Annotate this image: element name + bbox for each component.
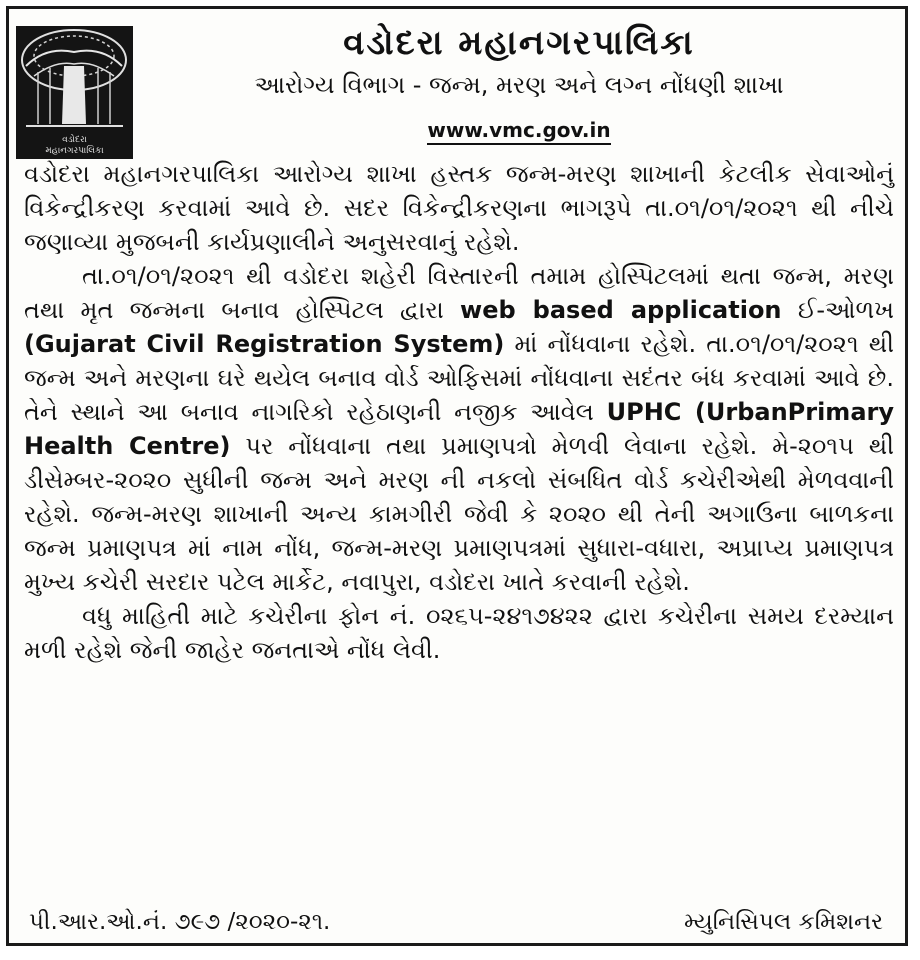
department-subtitle: આરોગ્ય વિભાગ - જન્મ, મરણ અને લગ્ન નોંધણી શાખા — [254, 71, 784, 99]
paragraph-2 — [24, 259, 894, 599]
notice-body — [24, 157, 894, 667]
paragraph-2-part-e: માં નોંધવાના રહેશે. તા.૦૧/૦૧/૨૦૨૧ થી જન્મ અને મરણના ઘરે થયેલ બનાવ વોર્ડ ઓફિસમાં નોંધવાના સદંતર બંધ કરવામાં આવે છે. તેને સ્થાને આ બનાવ નાગરિકો રહેઠાણની નજીક આવેલ — [24, 330, 895, 426]
website-link-wrap — [149, 117, 889, 143]
public-notice — [6, 6, 908, 946]
paragraph-2-uphc: UPHC (UrbanPrimary Health Centre) — [24, 398, 894, 460]
paragraph-1: વડોદરા મહાનગરપાલિકા આરોગ્ય શાખા હસ્તક જન્મ-મરણ શાખાની કેટલીક સેવાઓનું વિકેન્દ્રીકરણ કરવામાં આવે છે. સદર વિકેન્દ્રીકરણના ભાગરૂપે તા.૦૧/૦૧/૨૦૨૧ થી નીચે જણાવ્યા મુજબની કાર્યપ્રણાલીને અનુસરવાનું રહેશે. — [24, 160, 894, 256]
paragraph-3: વધુ માહિતી માટે કચેરીના ફોન નં. ૦૨૬૫-૨૪૧૭૪૨૨ દ્વારા કચેરીના સમય દરમ્યાન મળી રહેશે જેની જાહેર જનતાએ નોંધ લેવી. — [24, 602, 894, 664]
paragraph-2-web-app: web based application — [460, 296, 782, 324]
logo-text-line1: વડોદરા — [62, 135, 87, 145]
paragraph-2-gcrs: (Gujarat Civil Registration System) — [24, 330, 505, 358]
banyan-tree-icon — [16, 26, 133, 134]
vmc-logo — [16, 26, 133, 159]
website-link[interactable]: www.vmc.gov.in — [427, 118, 610, 145]
signatory: મ્યુનિસિપલ કમિશનર — [684, 909, 883, 935]
page-title: વડોદરા મહાનગરપાલિકા — [343, 23, 695, 63]
pro-number: પી.આર.ઓ.નં. ૭૯૭ /૨૦૨૦-૨૧. — [29, 909, 331, 935]
paragraph-2-part-g: પર નોંધવાના તથા પ્રમાણપત્રો મેળવી લેવાના રહેશે. મે-૨૦૧૫ થી ડીસેમ્બર-૨૦૨૦ સુધીની જન્મ અને મરણ ની નકલો સંબધિત વોર્ડ કચેરીએથી મેળવવાની રહેશે. જન્મ-મરણ શાખાની અન્ય કામગીરી જેવી કે ૨૦૨૦ થી તેની અગાઉના બાળકના જન્મ પ્રમાણપત્ર માં નામ નોંધ, જન્મ-મરણ પ્રમાણપત્રમાં સુધારા-વધારા, અપ્રાપ્ય પ્રમાણપત્ર મુખ્ય કચેરી સરદાર પટેલ માર્કેટ, નવાપુરા, વડોદરા ખાતે કરવાની રહેશે. — [24, 432, 895, 596]
paragraph-2-part-a: તા.૦૧/૦૧/૨૦૨૧ થી વડોદરા શહેરી વિસ્તારની તમામ હોસ્પિટલમાં થતા જન્મ, મરણ તથા મૃત જન્મના બનાવ હોસ્પિટલ દ્વારા — [24, 262, 894, 324]
paragraph-2-part-c: ઈ-ઓળખ — [781, 296, 894, 324]
logo-text-line2: મહાનગરપાલિકા — [45, 146, 104, 156]
